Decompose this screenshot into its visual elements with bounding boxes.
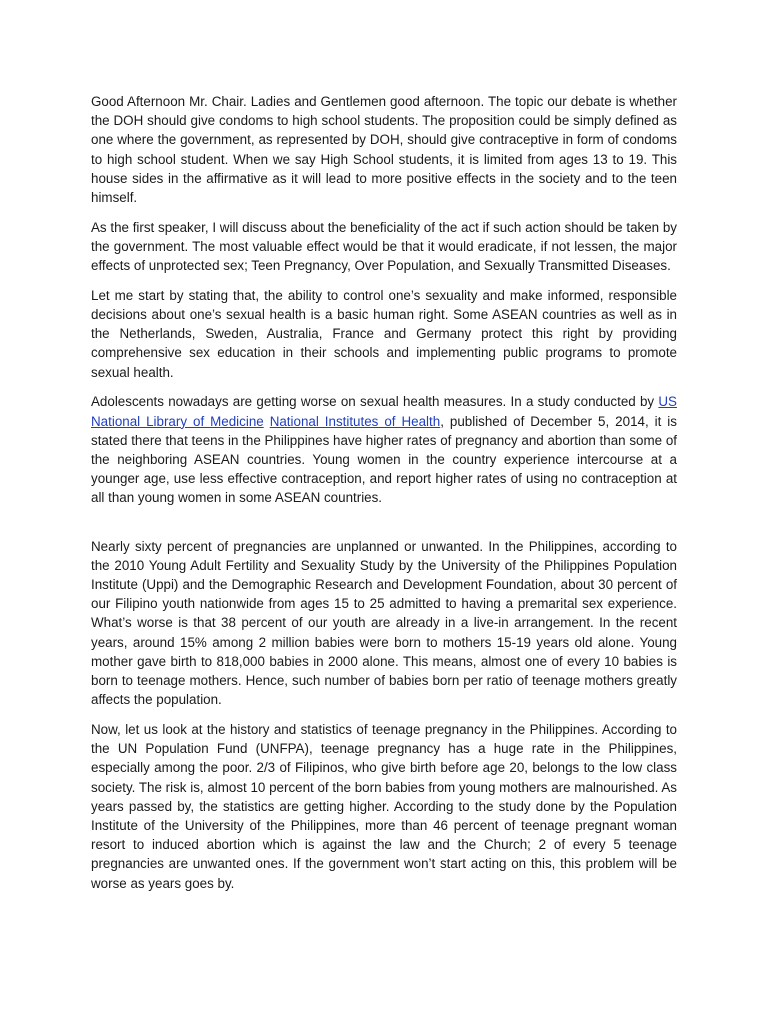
paragraph-adolescents	[91, 392, 677, 507]
link-national-institutes-of-health[interactable]: National Institutes of Health	[269, 413, 441, 429]
link-us-national-library-of-medicine[interactable]: US National Library of Medicine	[91, 394, 677, 429]
paragraph-adolescents-rest: , published of December 5, 2014, it is stated there that teens in the Philippines have higher rates of pregnancy and abortion than some of the neighboring ASEAN countries. Young women in the country experience intercourse at a younger age, use less effective contraception, and report higher rates of using no contraception at all than young women in some ASEAN countries.	[91, 413, 677, 506]
paragraph-history-statistics: Now, let us look at the history and statistics of teenage pregnancy in the Philippines. According to the UN Population Fund (UNFPA), teenage pregnancy has a huge rate in the Philippines, especially among the poor. 2/3 of Filipinos, who give birth before age 20, belongs to the low class society. The risk is, almost 10 percent of the born babies from young mothers are malnourished. As years passed by, the statistics are getting higher. According to the study done by the Population Institute of the University of the Philippines, more than 46 percent of teenage pregnant woman resort to induced abortion which is against the law and the Church; 2 of every 5 teenage pregnancies are unwanted ones. If the government won’t start acting on this, this problem will be worse as years goes by.	[91, 721, 678, 891]
paragraph-opening: Good Afternoon Mr. Chair. Ladies and Gentlemen good afternoon. The topic our debate is whether the DOH should give condoms to high school students. The proposition could be simply defined as one where the government, as represented by DOH, should give contraceptive in form of condoms to high school student. When we say High School students, it is limited from ages 13 to 19. This house sides in the affirmative as it will lead to more positive effects in the society and to the teen himself.	[91, 94, 677, 206]
paragraph-unplanned-pregnancies: Nearly sixty percent of pregnancies are unplanned or unwanted. In the Philippines, according to the 2010 Young Adult Fertility and Sexuality Study by the University of the Philippines Population Institute (Uppi) and the Demographic Research and Development Foundation, about 30 percent of our Filipino youth nationwide from ages 15 to 25 admitted to having a premarital sex experience. What’s worse is that 38 percent of our youth are already in a live-in arrangement. In the recent years, around 15% among 2 million babies were born to mothers 15-19 years old alone. Young mother gave birth to 818,000 babies in 2000 alone. This means, almost one of every 10 babies is born to teenage mothers. Hence, such number of babies born per ratio of teenage mothers greatly affects the population.	[91, 538, 677, 708]
document-body	[91, 92, 677, 903]
paragraph-first-speaker: As the first speaker, I will discuss about the beneficiality of the act if such action should be taken by the government. The most valuable effect would be that it would eradicate, if not lessen, the major effects of unprotected sex; Teen Pregnancy, Over Population, and Sexually Transmitted Diseases.	[91, 219, 677, 274]
paragraph-adolescents-lead: Adolescents nowadays are getting worse on sexual health measures. In a study conducted by	[91, 394, 659, 410]
paragraph-human-right: Let me start by stating that, the ability to control one’s sexuality and make informed, responsible decisions about one’s sexual health is a basic human right. Some ASEAN countries as well as in the Netherlands, Sweden, Australia, France and Germany protect this right by providing comprehensive sex education in their schools and implementing public programs to promote sexual health.	[91, 287, 677, 380]
